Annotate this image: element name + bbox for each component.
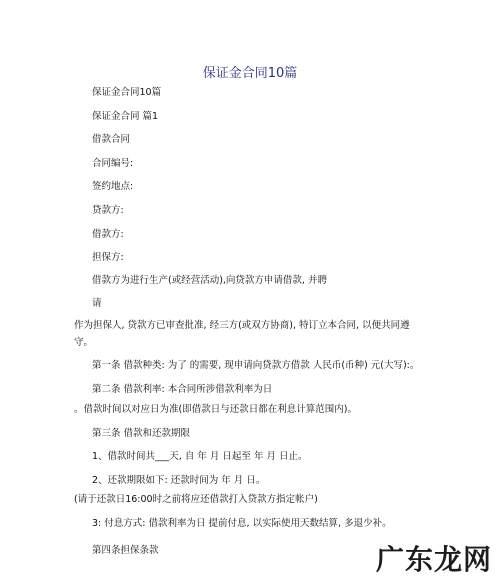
paragraph-line: 第三条 借款和还款期限 — [92, 428, 191, 439]
field-line: 担保方: — [92, 252, 124, 263]
paragraph-line: 第一条 借款种类: 为了 的需要, 现申请向贷款方借款 人民币(币种) 元(大写):。 — [92, 360, 420, 371]
document-title: 保证金合同10篇 — [202, 66, 298, 81]
heading-line: 保证金合同 篇1 — [92, 111, 159, 122]
paragraph-line: 第四条担保条款 — [92, 545, 159, 556]
paragraph-line: 请 — [92, 298, 102, 309]
field-line: 签约地点: — [92, 181, 134, 192]
paragraph-line: 守。 — [74, 337, 94, 348]
paragraph-line: 第二条 借款利率: 本合同所涉借款利率为日 — [92, 384, 273, 395]
heading-line: 保证金合同10篇 — [92, 87, 162, 98]
field-line: 借款方: — [92, 229, 124, 240]
field-line: 贷款方: — [92, 205, 124, 216]
paragraph-line: 3: 付息方式: 借款利率为日 提前付息, 以实际使用天数结算, 多退少补。 — [92, 518, 392, 529]
heading-line: 借款合同 — [92, 134, 131, 145]
site-watermark: 广东龙网 — [375, 543, 492, 576]
paragraph-line: 1、借款时间共___天, 自 年 月 日起至 年 月 日止。 — [92, 451, 308, 462]
paragraph-line: (请于还款日16:00时之前将应还借款打入贷款方指定帐户) — [74, 494, 318, 505]
paragraph-line: 作为担保人, 贷款方已审查批准, 经三方(或双方协商), 特订立本合同, 以便共同遵 — [74, 320, 410, 331]
paragraph-line: 借款方为进行生产(或经营活动),向贷款方申请借款, 并聘 — [92, 275, 327, 286]
paragraph-line: 。借款时间以对应日为准(即借款日与还款日都在利息计算范围内)。 — [74, 404, 357, 415]
field-line: 合同编号: — [92, 158, 134, 169]
paragraph-line: 2、还款期限如下: 还款时间为 年 月 日。 — [92, 475, 266, 486]
